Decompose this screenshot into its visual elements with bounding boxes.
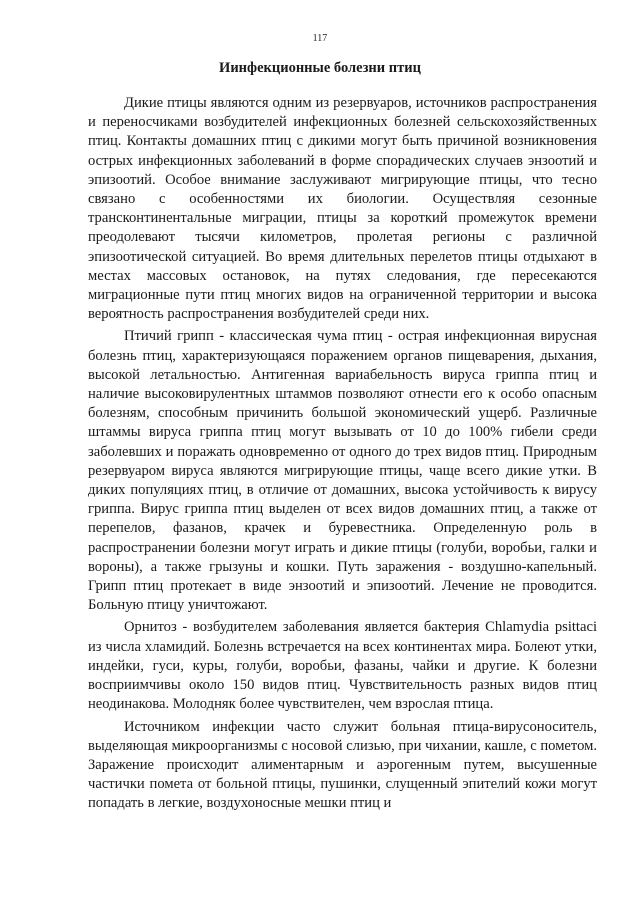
page-number: 117 <box>312 33 328 44</box>
body-text <box>88 94 597 817</box>
paragraph-ornithosis: Орнитоз - возбудителем заболевания является бактерия Chlamydia psittaci из числа хламидий. Болезнь встречается на всех континентах мира. Болеют утки, индейки, гуси, куры, голуби, воробьи, фазаны, чайки и другие. К болезни восприимчивы около 150 видов птиц. Чувствительность разных видов птиц неодинакова. Молодняк более чувствителен, чем взрослая птица. <box>88 619 597 713</box>
page-title: Иинфекционные болезни птиц <box>219 60 421 76</box>
paragraph-avian-influenza: Птичий грипп - классическая чума птиц - острая инфекционная вирусная болезнь птиц, характеризующаяся поражением органов пищеварения, дыхания, высокой летальностью. Антигенная вариабельность вируса гриппа птиц и наличие высоковирулентных штаммов позволяют отнести его к особо опасным болезням, способным причинить большой экономический ущерб. Различные штаммы вируса гриппа птиц могут вызывать от 10 до 100% гибели среди заболевших и поражать одновременно от одного до трех видов птиц. Природным резервуаром вируса являются мигрирующие птицы, чаще всего дикие утки. В диких популяциях птиц, в отличие от домашних, высока устойчивость к вирусу гриппа. Вирус гриппа птиц выделен от всех видов домашних птиц, а также от перепелов, фазанов, крачек и буревестника. Определенную роль в распространении болезни могут играть и дикие птицы (голуби, воробьи, галки и вороны), а также грызуны и кошки. Путь заражения - воздушно-капельный. Грипп птиц протекает в виде энзоотий и эпизоотий. Лечение не проводится. Больную птицу уничтожают. <box>88 328 597 614</box>
paragraph-wild-birds: Дикие птицы являются одним из резервуаров, источников распространения и переносчиками возбудителей инфекционных болезней сельскохозяйственных птиц. Контакты домашних птиц с дикими могут быть причиной возникновения острых инфекционных заболеваний в форме спорадических случаев энзоотий и эпизоотий. Особое внимание заслуживают мигрирующие птицы, что тесно связано с особенностями их биологии. Осуществляя сезонные трансконтинентальные миграции, птицы за короткий промежуток времени преодолевают тысячи километров, пролетая регионы с различной эпизоотической ситуацией. Во время длительных перелетов птицы отдыхают в местах массовых остановок, на путях следования, где пересекаются миграционные пути птиц многих видов на ограниченной территории и высока вероятность распространения возбудителей среди них. <box>88 95 597 323</box>
paragraph-infection-source: Источником инфекции часто служит больная птица-вирусоноситель, выделяющая микроорганизмы с носовой слизью, при чихании, кашле, с пометом. Заражение происходит алиментарным и аэрогенным путем, высушенные частички помета от больной птицы, пушинки, слущенный эпителий кожи могут попадать в легкие, воздухоносные мешки птиц и <box>88 718 597 812</box>
